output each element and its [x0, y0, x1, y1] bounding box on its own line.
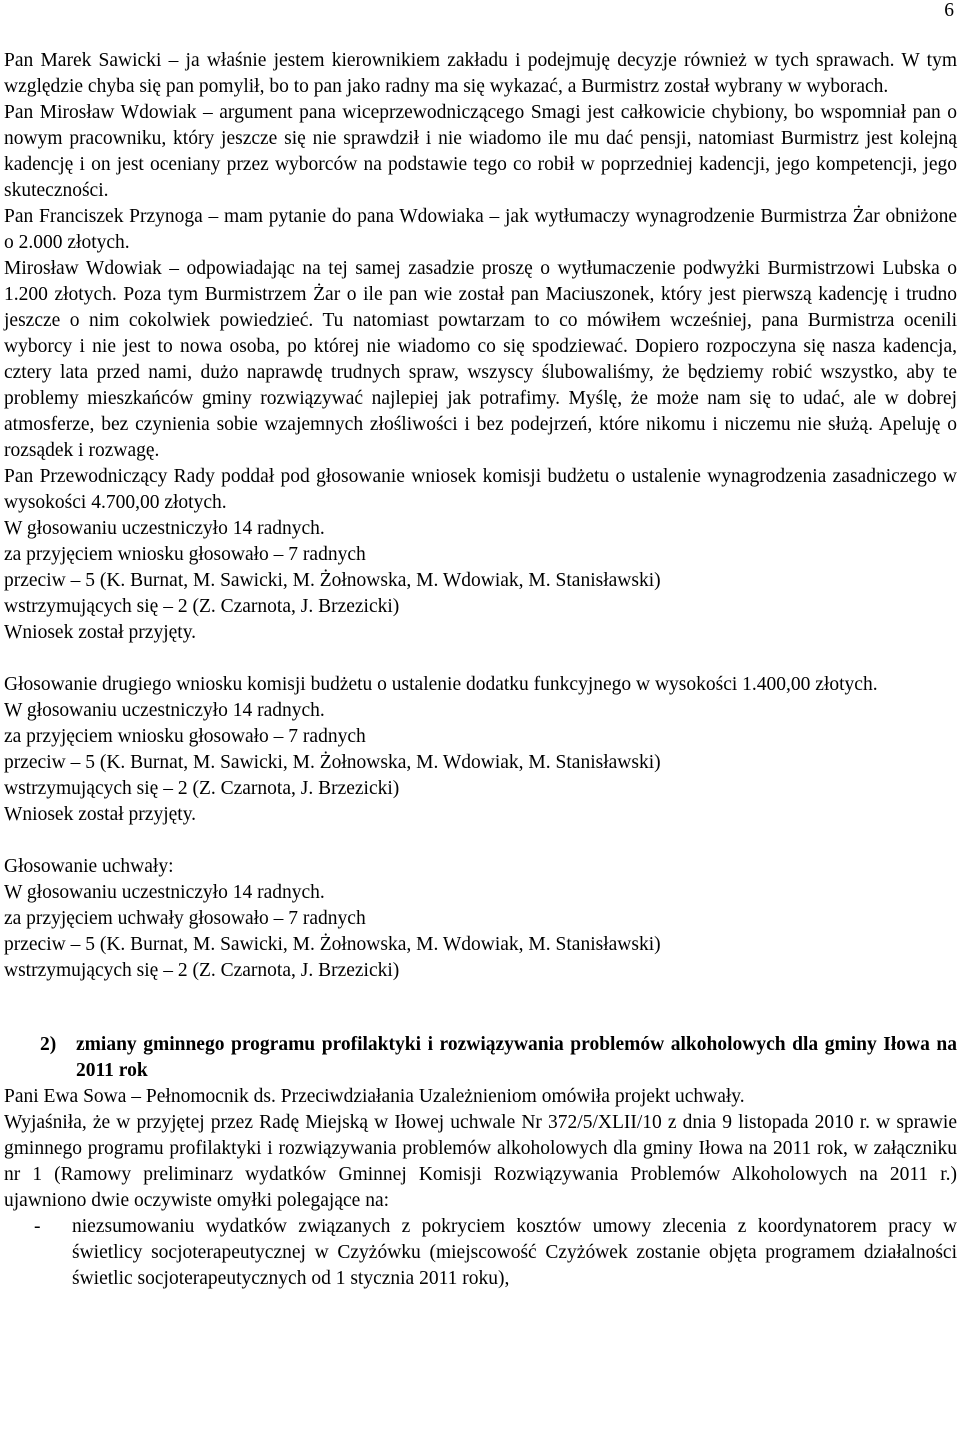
list-bullet: - [34, 1216, 41, 1237]
paragraph: Pan Marek Sawicki – ja właśnie jestem kierownikiem zakładu i podejmuję decyzje również w tych sprawach. W tym względzie chyba się pan pomylił, bo to pan jako radny ma się wykazać, a Burmistrz został wybrany w wyborach. [4, 50, 957, 97]
vote-line: wstrzymujących się – 2 (Z. Czarnota, J. Brzezicki) [4, 778, 400, 799]
page-number: 6 [944, 0, 954, 21]
document-body [4, 48, 957, 1292]
vote-line: za przyjęciem uchwały głosowało – 7 radnych [4, 908, 366, 929]
vote-line: za przyjęciem wniosku głosowało – 7 radnych [4, 726, 366, 747]
vote-result-1 [4, 516, 957, 646]
vote-line: wstrzymujących się – 2 (Z. Czarnota, J. Brzezicki) [4, 596, 400, 617]
paragraph: Pan Przewodniczący Rady poddał pod głosowanie wniosek komisji budżetu o ustalenie wynagrodzenia zasadniczego w wysokości 4.700,00 złotych. [4, 466, 957, 513]
list-item [4, 1214, 957, 1292]
section-title: zmiany gminnego programu profilaktyki i rozwiązywania problemów alkoholowych dla gminy Iłowa na 2011 rok [76, 1034, 957, 1081]
vote-result-2 [4, 698, 957, 828]
paragraph: Pan Franciszek Przynoga – mam pytanie do pana Wdowiaka – jak wytłumaczy wynagrodzenie Burmistrza Żar obniżone o 2.000 złotych. [4, 206, 957, 253]
vote-result-3 [4, 880, 957, 984]
vote-line: Wniosek został przyjęty. [4, 804, 197, 825]
list-item-text: niezsumowaniu wydatków związanych z pokryciem kosztów umowy zlecenia z koordynatorem pracy w świetlicy socjoterapeutycznej w Czyżówku (miejscowość Czyżówek zostanie objęta programem działalności świetlic socjoterapeutycznych od 1 stycznia 2011 roku), [72, 1216, 957, 1289]
paragraph: Pani Ewa Sowa – Pełnomocnik ds. Przeciwdziałania Uzależnieniom omówiła projekt uchwały. [4, 1086, 745, 1107]
vote-line: Wniosek został przyjęty. [4, 622, 197, 643]
vote-line: W głosowaniu uczestniczyło 14 radnych. [4, 518, 325, 539]
paragraph: Mirosław Wdowiak – odpowiadając na tej samej zasadzie proszę o wytłumaczenie podwyżki Burmistrzowi Lubska o 1.200 złotych. Poza tym Burmistrzem Żar o ile pan wie został pan Maciuszonek, który jest pierwszą kadencję i trudno jeszcze o nim cokolwiek powiedzieć. Tu natomiast powtarzam to co mówiłem wcześniej, pana Burmistrza ocenili wyborcy i nie jest to nowa osoba, po której nie wiadomo co się spodziewać. Dopiero rozpoczyna się nasza kadencja, cztery lata przed nami, dużo naprawdę trudnych spraw, wszyscy ślubowaliśmy, że będziemy robić wszystko, aby te problemy mieszkańców gminy rozwiązywać najlepiej jak potrafimy. Myślę, że może nam się to udać, ale w dobrej atmosferze, bez czynienia sobie wzajemnych złośliwości i bez podejrzeń, które nikomu i niczemu nie służą. Apeluję o rozsądek i rozwagę. [4, 258, 957, 461]
vote-line: przeciw – 5 (K. Burnat, M. Sawicki, M. Żołnowska, M. Wdowiak, M. Stanisławski) [4, 934, 661, 955]
vote-line: wstrzymujących się – 2 (Z. Czarnota, J. Brzezicki) [4, 960, 400, 981]
paragraph: Głosowanie uchwały: [4, 856, 174, 877]
paragraph: Wyjaśniła, że w przyjętej przez Radę Miejską w Iłowej uchwale Nr 372/5/XLII/10 z dnia 9 listopada 2010 r. w sprawie gminnego programu profilaktyki i rozwiązywania problemów alkoholowych dla gminy Iłowa na 2011 rok, w załączniku nr 1 (Ramowy preliminarz wydatków Gminnej Komisji Rozwiązywania Problemów Alkoholowych na 2011 r.) ujawniono dwie oczywiste omyłki polegające na: [4, 1112, 957, 1211]
vote-line: za przyjęciem wniosku głosowało – 7 radnych [4, 544, 366, 565]
vote-line: przeciw – 5 (K. Burnat, M. Sawicki, M. Żołnowska, M. Wdowiak, M. Stanisławski) [4, 570, 661, 591]
section-heading [40, 1032, 957, 1084]
vote-line: przeciw – 5 (K. Burnat, M. Sawicki, M. Żołnowska, M. Wdowiak, M. Stanisławski) [4, 752, 661, 773]
vote-line: W głosowaniu uczestniczyło 14 radnych. [4, 882, 325, 903]
paragraph: Pan Mirosław Wdowiak – argument pana wiceprzewodniczącego Smagi jest całkowicie chybiony, bo wspomniał pan o nowym pracowniku, który jeszcze się nie sprawdził i nie wiadomo ile mu dać pensji, natomiast Burmistrz jest kolejną kadencję i on jest oceniany przez wyborców na podstawie tego co robił w poprzedniej kadencji, jego kompetencji, jego skuteczności. [4, 102, 957, 201]
vote-line: W głosowaniu uczestniczyło 14 radnych. [4, 700, 325, 721]
section-number: 2) [40, 1034, 57, 1055]
paragraph: Głosowanie drugiego wniosku komisji budżetu o ustalenie dodatku funkcyjnego w wysokości 1.400,00 złotych. [4, 674, 878, 695]
